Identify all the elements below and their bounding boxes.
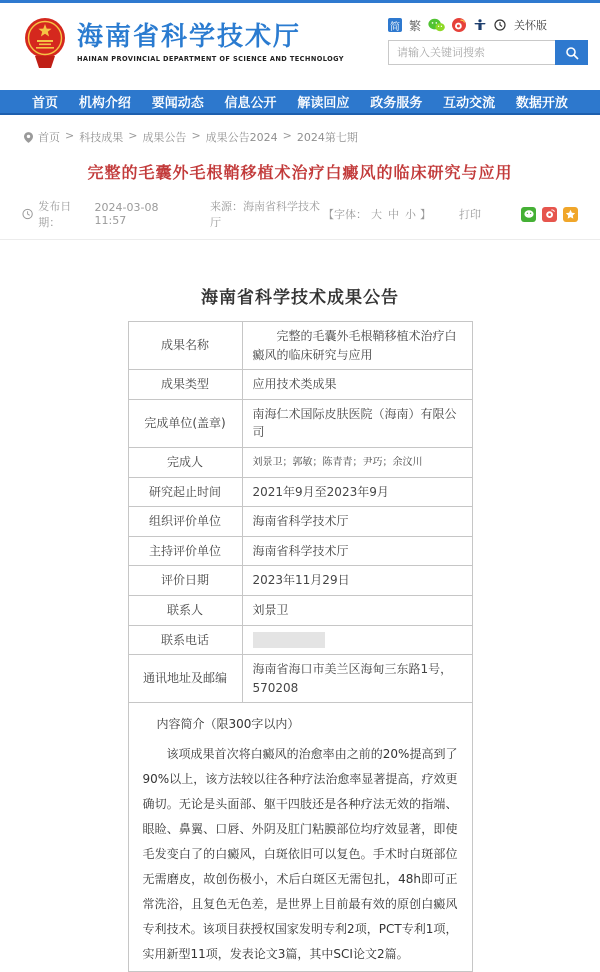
search-button[interactable] bbox=[555, 40, 588, 65]
nav-item-1[interactable]: 首页 bbox=[32, 96, 59, 111]
breadcrumb-separator: > bbox=[65, 129, 75, 142]
share-favorite-star-icon[interactable] bbox=[563, 207, 578, 222]
publish-date: 2024-03-08 11:57 bbox=[94, 201, 159, 227]
table-row bbox=[128, 322, 472, 370]
site-header bbox=[0, 3, 600, 90]
header-utilities bbox=[388, 17, 588, 65]
row-value bbox=[242, 625, 472, 655]
row-label: 联系人 bbox=[128, 595, 242, 625]
accessibility-icon[interactable] bbox=[473, 19, 487, 31]
nav-item-2[interactable]: 机构介绍 bbox=[78, 96, 131, 111]
breadcrumb-separator: > bbox=[128, 129, 138, 142]
row-label: 完成人 bbox=[128, 447, 242, 477]
nav-item-6[interactable]: 政务服务 bbox=[370, 96, 423, 111]
table-row bbox=[128, 447, 472, 477]
row-value: 刘景卫 bbox=[242, 595, 472, 625]
breadcrumb-separator: > bbox=[191, 129, 201, 142]
print-button[interactable]: 打印 bbox=[459, 208, 481, 221]
source-value: 海南省科学技术厅 bbox=[210, 200, 321, 229]
share-icons bbox=[521, 207, 578, 222]
row-value: 海南省科学技术厅 bbox=[242, 507, 472, 537]
share-wechat-icon[interactable] bbox=[521, 207, 536, 222]
breadcrumb-item-4[interactable]: 成果公告2024 bbox=[205, 131, 278, 144]
article-meta bbox=[0, 198, 600, 230]
traditional-chinese-toggle[interactable]: 繁 bbox=[409, 18, 422, 33]
row-label: 通讯地址及邮编 bbox=[128, 655, 242, 703]
font-label-open: 【字体： bbox=[323, 208, 367, 221]
table-row bbox=[128, 625, 472, 655]
table-row bbox=[128, 595, 472, 625]
nav-item-7[interactable]: 互动交流 bbox=[443, 96, 496, 111]
row-label: 研究起止时间 bbox=[128, 477, 242, 507]
table-row bbox=[128, 655, 472, 703]
row-value: 2023年11月29日 bbox=[242, 566, 472, 596]
row-label: 联系电话 bbox=[128, 625, 242, 655]
row-value: 海南省科学技术厅 bbox=[242, 536, 472, 566]
summary-row bbox=[128, 703, 472, 972]
main-nav bbox=[0, 90, 600, 115]
row-value: 南海仁术国际皮肤医院（海南）有限公司 bbox=[242, 399, 472, 447]
row-label: 评价日期 bbox=[128, 566, 242, 596]
row-value: 完整的毛囊外毛根鞘移植术治疗白癜风的临床研究与应用 bbox=[242, 322, 472, 370]
breadcrumb-item-1[interactable]: 首页 bbox=[38, 131, 60, 144]
summary-text: 该项成果首次将白癜风的治愈率由之前的20%提高到了90%以上，该方法较以往各种疗法治愈率显著提高，疗效更确切。无论是头面部、躯干四肢还是各种疗法无效的指端、眼睑、鼻翼、口唇、外阴及肛门粘膜部位均疗效显著，即使毛发变白了的白癜风，白斑依旧可以复色。手术时白斑部位无需磨皮，故创伤极小，术后白斑区无需包扎，48h即可正常洗浴，且复色无色差，是世界上目前最有效的原创白癜风专利技术。该项目获授权国家发明专利2项，PCT专利1项，实用新型11项，发表论文3篇，其中SCI论文2篇。 bbox=[142, 746, 458, 961]
font-size-option-3[interactable]: 小 bbox=[405, 208, 416, 221]
table-row bbox=[128, 507, 472, 537]
nav-item-3[interactable]: 要闻动态 bbox=[151, 96, 204, 111]
redacted-phone-box bbox=[253, 632, 325, 648]
simplified-chinese-toggle[interactable]: 简 bbox=[388, 18, 402, 32]
announcement-table bbox=[128, 321, 473, 972]
search-icon bbox=[565, 46, 579, 60]
site-logo-group[interactable] bbox=[22, 16, 344, 68]
site-subtitle: HAINAN PROVINCIAL DEPARTMENT OF SCIENCE AND TECHNOLOGY bbox=[77, 54, 344, 63]
row-value: 海南省海口市美兰区海甸三东路1号，570208 bbox=[242, 655, 472, 703]
site-title: 海南省科学技术厅 bbox=[77, 21, 302, 52]
row-value: 2021年9月至2023年9月 bbox=[242, 477, 472, 507]
breadcrumb-item-2[interactable]: 科技成果 bbox=[79, 131, 124, 144]
care-version-link[interactable]: 关怀版 bbox=[514, 19, 548, 32]
source-label: 来源： bbox=[210, 200, 244, 213]
content-divider bbox=[0, 239, 600, 240]
table-row bbox=[128, 566, 472, 596]
care-version-clock-icon bbox=[494, 19, 506, 31]
font-label-close: 】 bbox=[420, 208, 431, 221]
summary-cell bbox=[128, 703, 472, 972]
row-value: 刘景卫；郭敏；陈青青；尹巧；余汶川 bbox=[242, 447, 472, 477]
breadcrumb-item-3[interactable]: 成果公告 bbox=[142, 131, 187, 144]
announcement-title: 海南省科学技术成果公告 bbox=[201, 288, 399, 308]
row-label: 成果类型 bbox=[128, 370, 242, 400]
article-title: 完整的毛囊外毛根鞘移植术治疗白癜风的临床研究与应用 bbox=[87, 163, 513, 182]
share-weibo-icon[interactable] bbox=[542, 207, 557, 222]
nav-item-4[interactable]: 信息公开 bbox=[224, 96, 277, 111]
publish-date-label: 发布日期： bbox=[38, 200, 72, 229]
row-value: 应用技术类成果 bbox=[242, 370, 472, 400]
national-emblem-logo bbox=[22, 16, 68, 68]
nav-item-5[interactable]: 解读回应 bbox=[297, 96, 350, 111]
weibo-icon[interactable] bbox=[452, 18, 466, 32]
row-label: 成果名称 bbox=[128, 322, 242, 370]
summary-heading: 内容简介（限300字以内） bbox=[156, 717, 300, 732]
clock-icon bbox=[22, 208, 33, 220]
breadcrumb bbox=[24, 129, 600, 145]
table-row bbox=[128, 399, 472, 447]
font-size-option-1[interactable]: 大 bbox=[371, 208, 382, 221]
nav-item-8[interactable]: 数据开放 bbox=[515, 96, 568, 111]
row-label: 主持评价单位 bbox=[128, 536, 242, 566]
font-size-control bbox=[323, 206, 431, 222]
row-label: 组织评价单位 bbox=[128, 507, 242, 537]
table-row bbox=[128, 370, 472, 400]
wechat-icon[interactable] bbox=[428, 18, 445, 32]
breadcrumb-separator: > bbox=[282, 129, 292, 142]
location-pin-icon bbox=[24, 132, 33, 143]
breadcrumb-item-5: 2024第七期 bbox=[296, 131, 358, 144]
table-row bbox=[128, 536, 472, 566]
table-row bbox=[128, 477, 472, 507]
search-input[interactable] bbox=[388, 40, 555, 65]
row-label: 完成单位(盖章) bbox=[128, 399, 242, 447]
font-size-option-2[interactable]: 中 bbox=[388, 208, 399, 221]
